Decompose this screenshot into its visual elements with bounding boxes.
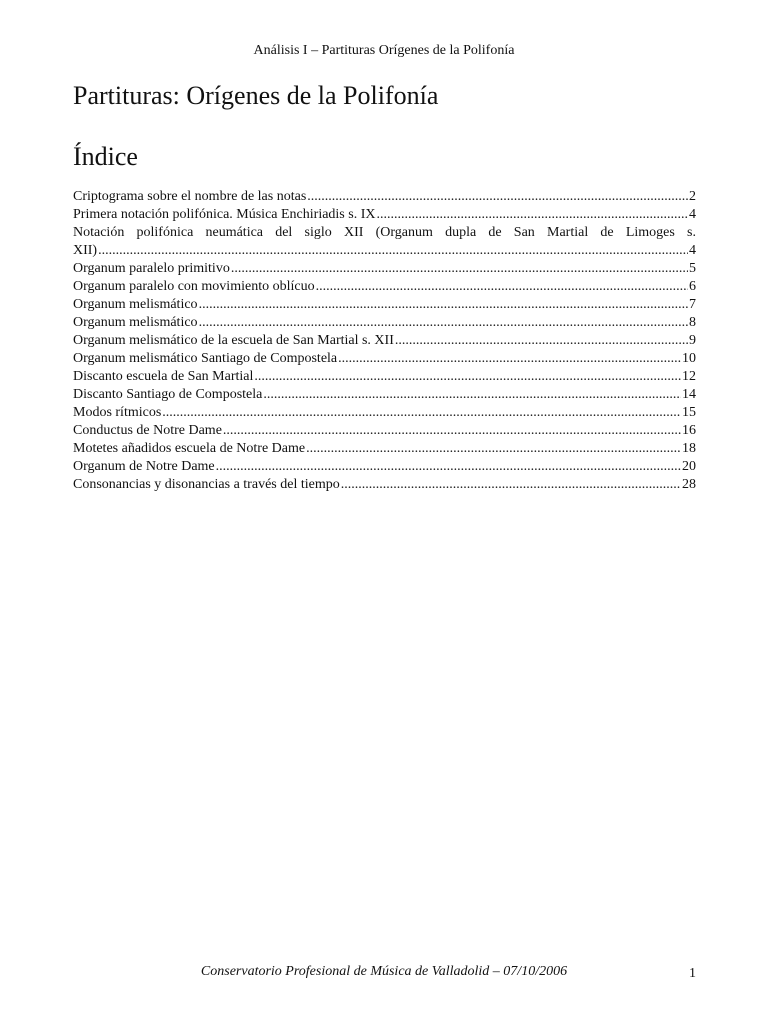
toc-entry-page: 4 [689,243,696,258]
toc-entry-title-cont: XII) [73,243,98,258]
toc-entry[interactable] [73,278,696,296]
toc-entry-page: 9 [689,333,696,348]
toc-entry-continuation [73,242,696,260]
toc-entry[interactable] [73,314,696,332]
toc-entry-page: 2 [689,189,696,204]
toc-entry[interactable] [73,188,696,206]
toc-entry-title: Organum melismático de la escuela de San Martial s. XII [73,333,394,348]
toc-dot-leader [254,368,681,386]
toc-entry-title: Criptograma sobre el nombre de las notas [73,189,307,204]
toc-dot-leader [98,242,688,260]
toc-entry[interactable] [73,476,696,494]
toc-entry-page: 20 [682,459,696,474]
toc-entry[interactable] [73,350,696,368]
toc-dot-leader [199,314,688,332]
toc-dot-leader [263,386,681,404]
toc-entry-title: Organum de Notre Dame [73,459,215,474]
table-of-contents [73,188,696,494]
toc-entry-title: Motetes añadidos escuela de Notre Dame [73,441,306,456]
toc-entry-title: Conductus de Notre Dame [73,423,222,438]
toc-entry-title: Primera notación polifónica. Música Enchiriadis s. IX [73,207,376,222]
toc-entry[interactable] [73,260,696,278]
toc-heading: Índice [73,142,138,171]
toc-dot-leader [199,296,688,314]
page-number: 1 [689,966,696,981]
toc-entry-page: 10 [682,351,696,366]
running-header: Análisis I – Partituras Orígenes de la Polifonía [253,43,515,58]
toc-entry-page: 14 [682,387,696,402]
toc-entry[interactable] [73,332,696,350]
toc-entry[interactable] [73,458,696,476]
toc-dot-leader [338,350,681,368]
toc-dot-leader [216,458,681,476]
toc-dot-leader [223,422,681,440]
toc-entry[interactable] [73,422,696,440]
toc-entry-title: Organum paralelo primitivo [73,261,230,276]
toc-entry-title: Modos rítmicos [73,405,162,420]
toc-entry-title: Discanto Santiago de Compostela [73,387,263,402]
toc-dot-leader [395,332,688,350]
toc-entry-page: 12 [682,369,696,384]
page-footer: Conservatorio Profesional de Música de Valladolid – 07/10/2006 [200,964,568,979]
toc-entry[interactable] [73,404,696,422]
toc-dot-leader [376,206,688,224]
toc-entry[interactable] [73,206,696,224]
toc-entry-title: Discanto escuela de San Martial [73,369,254,384]
toc-dot-leader [307,188,688,206]
toc-entry[interactable] [73,386,696,404]
toc-entry-page: 6 [689,279,696,294]
toc-entry-title: Organum melismático [73,297,198,312]
toc-dot-leader [316,278,688,296]
toc-entry-title: Organum melismático [73,315,198,330]
toc-entry[interactable] [73,368,696,386]
toc-dot-leader [341,476,681,494]
toc-dot-leader [231,260,688,278]
toc-entry[interactable] [73,224,696,260]
toc-dot-leader [306,440,681,458]
toc-dot-leader [162,404,681,422]
toc-entry-page: 8 [689,315,696,330]
toc-entry-page: 16 [682,423,696,438]
toc-entry-title: Organum paralelo con movimiento oblícuo [73,279,315,294]
toc-entry[interactable] [73,440,696,458]
toc-entry[interactable] [73,296,696,314]
toc-entry-page: 28 [682,477,696,492]
toc-entry-page: 15 [682,405,696,420]
toc-entry-title: Organum melismático Santiago de Compostela [73,351,338,366]
document-title: Partituras: Orígenes de la Polifonía [73,81,439,110]
toc-entry-title: Consonancias y disonancias a través del tiempo [73,477,340,492]
toc-entry-title: Notación polifónica neumática del siglo XII (Organum dupla de San Martial de Limoges s. [73,225,696,240]
toc-entry-page: 18 [682,441,696,456]
toc-entry-page: 7 [689,297,696,312]
toc-entry-page: 4 [689,207,696,222]
toc-entry-page: 5 [689,261,696,276]
